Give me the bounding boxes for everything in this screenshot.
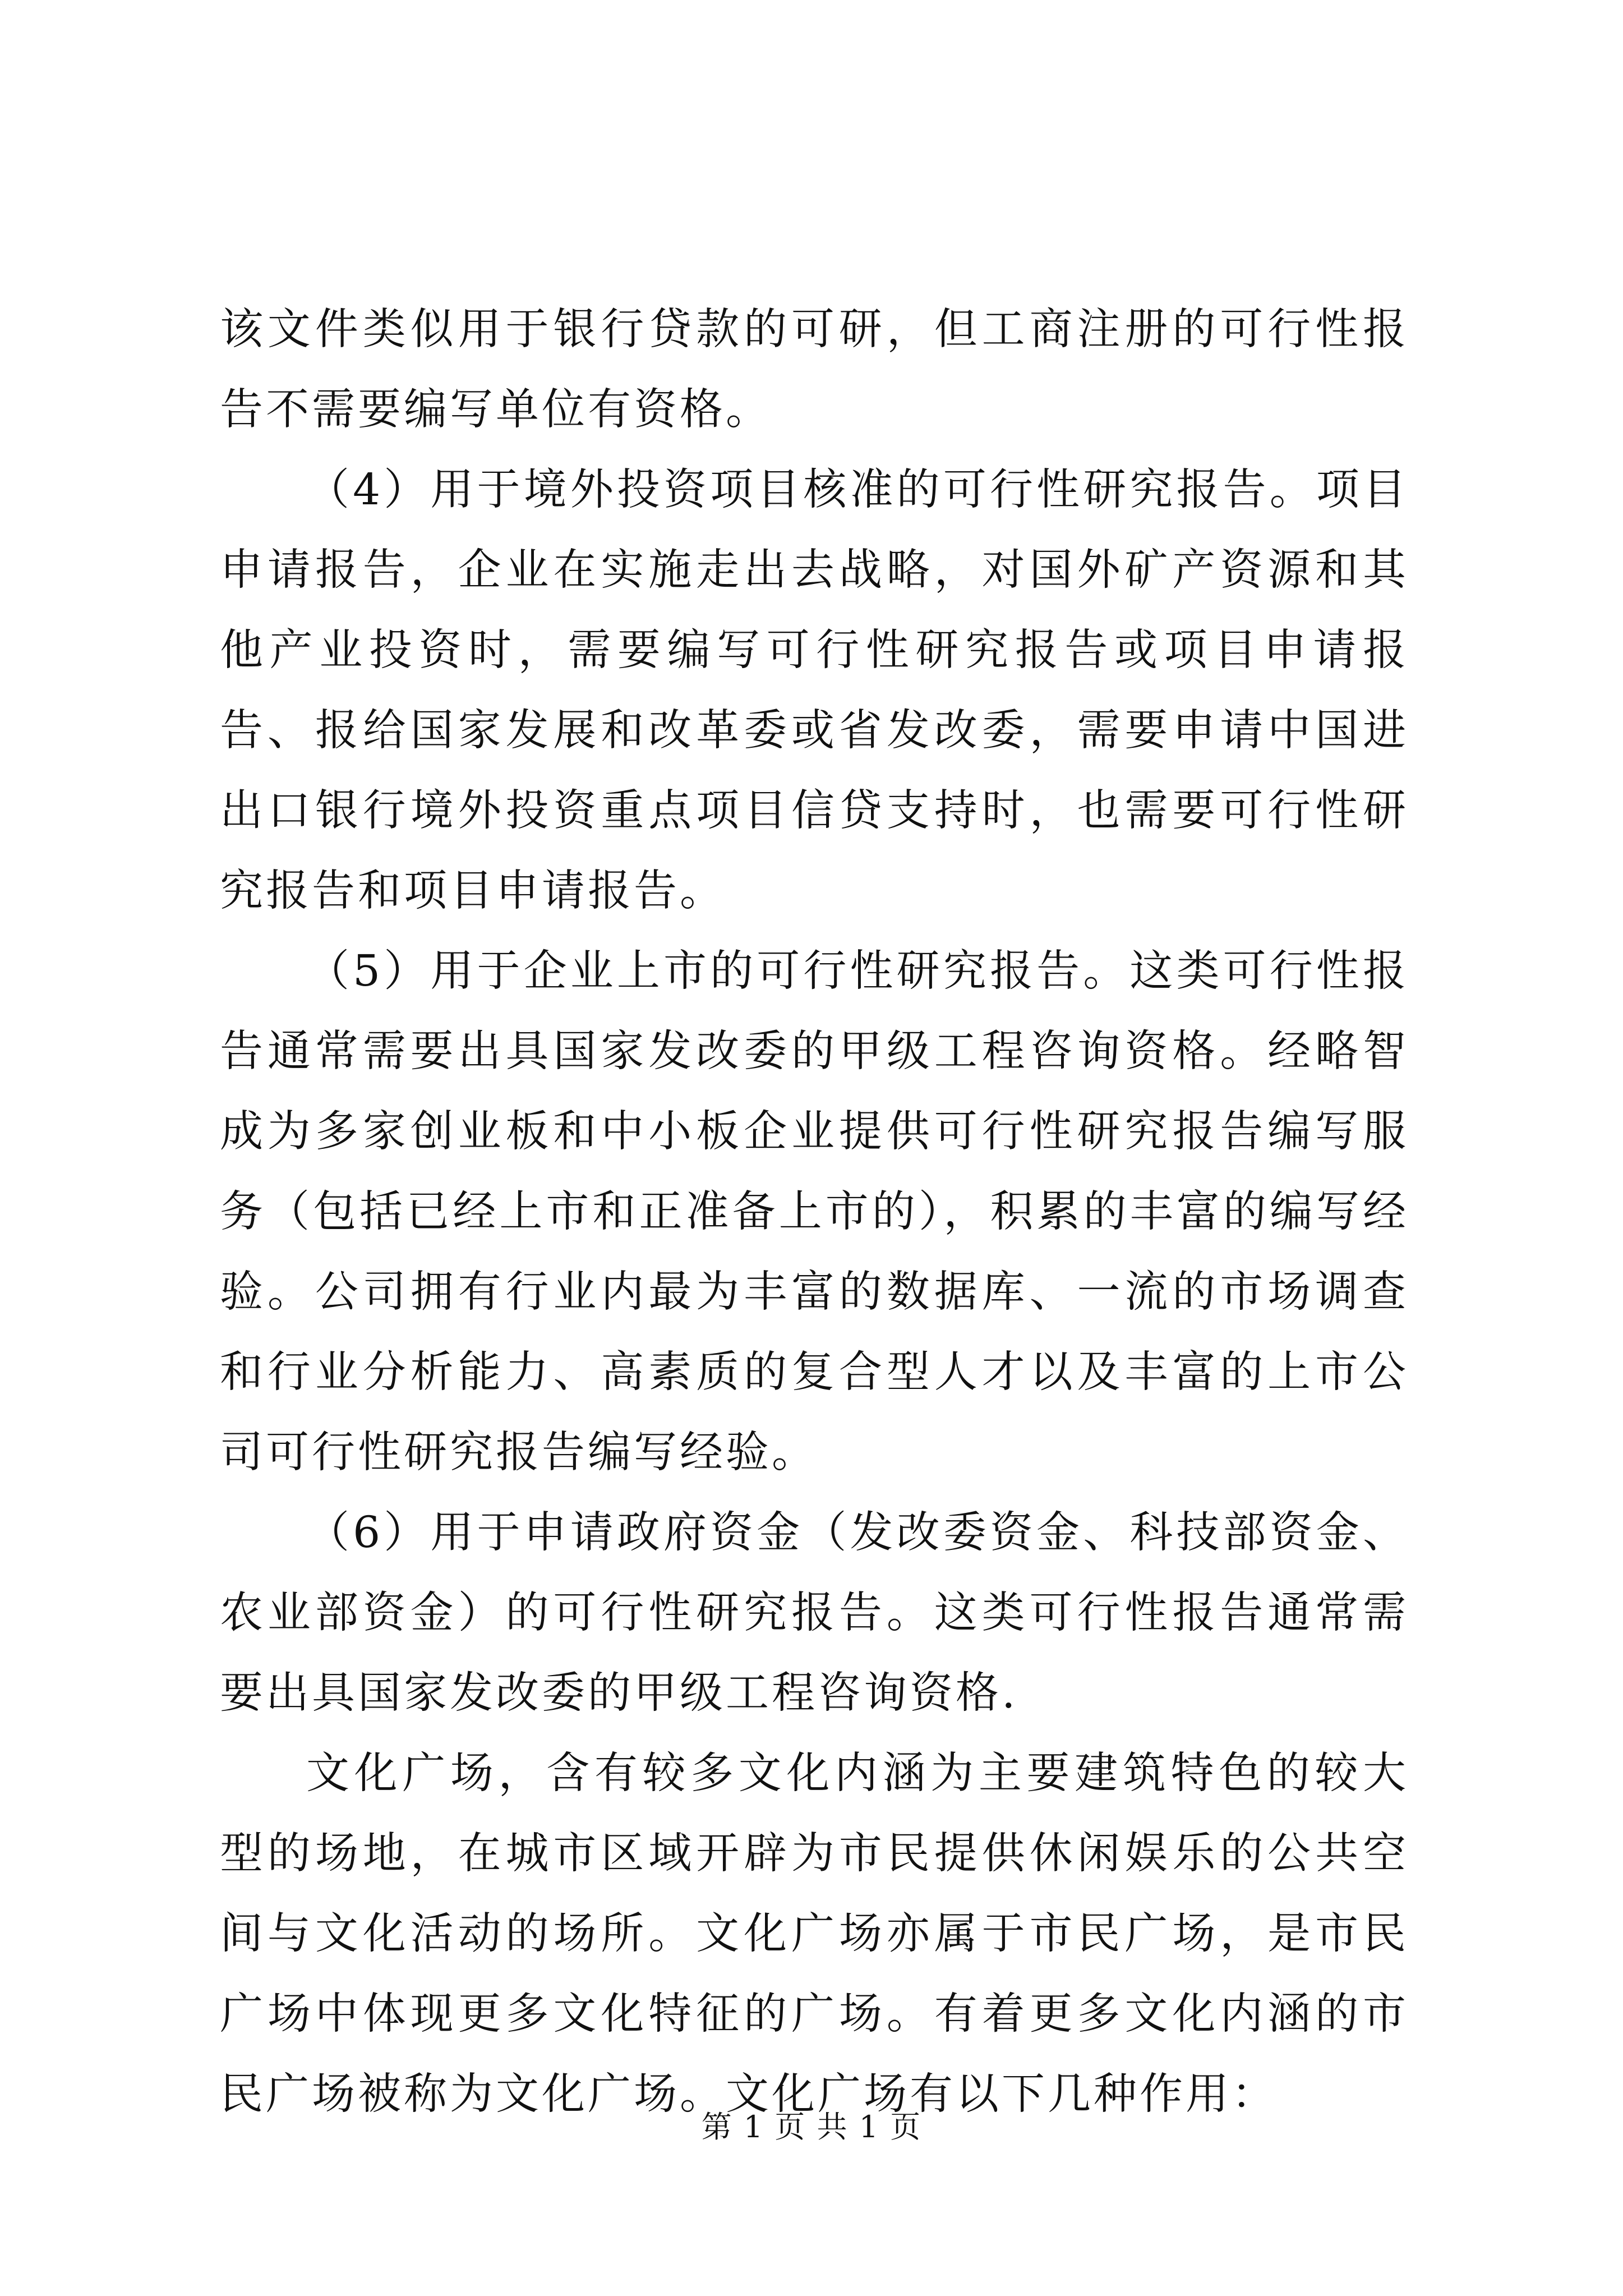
paragraph-3: （5）用于企业上市的可行性研究报告。这类可行性报告通常需要出具国家发改委的甲级工程咨询资格。经略智成为多家创业板和中小板企业提供可行性研究报告编写服务（包括已经上市和正准备上市的），积累的丰富的编写经验。公司拥有行业内最为丰富的数据库、一流的市场调查和行业分析能力、高素质的复合型人才以及丰富的上市公司可行性研究报告编写经验。 [220,946,1409,1478]
page-footer: 第 1 页 共 1 页 [701,2109,922,2145]
document-body [220,289,1409,2134]
paragraph-2: （4）用于境外投资项目核准的可行性研究报告。项目申请报告，企业在实施走出去战略，对国外矿产资源和其他产业投资时，需要编写可行性研究报告或项目申请报告、报给国家发展和改革委或省发改委，需要申请中国进出口银行境外投资重点项目信贷支持时，也需要可行性研究报告和项目申请报告。 [220,465,1409,916]
paragraph-4: （6）用于申请政府资金（发改委资金、科技部资金、农业部资金）的可行性研究报告。这类可行性报告通常需要出具国家发改委的甲级工程咨询资格. [220,1508,1409,1718]
paragraph-1: 该文件类似用于银行贷款的可研，但工商注册的可行性报告不需要编写单位有资格。 [220,305,1409,435]
paragraph-5: 文化广场，含有较多文化内涵为主要建筑特色的较大型的场地，在城市区域开辟为市民提供休闲娱乐的公共空间与文化活动的场所。文化广场亦属于市民广场，是市民广场中体现更多文化特征的广场。有着更多文化内涵的市民广场被称为文化广场。文化广场有以下几种作用： [220,1749,1409,2119]
